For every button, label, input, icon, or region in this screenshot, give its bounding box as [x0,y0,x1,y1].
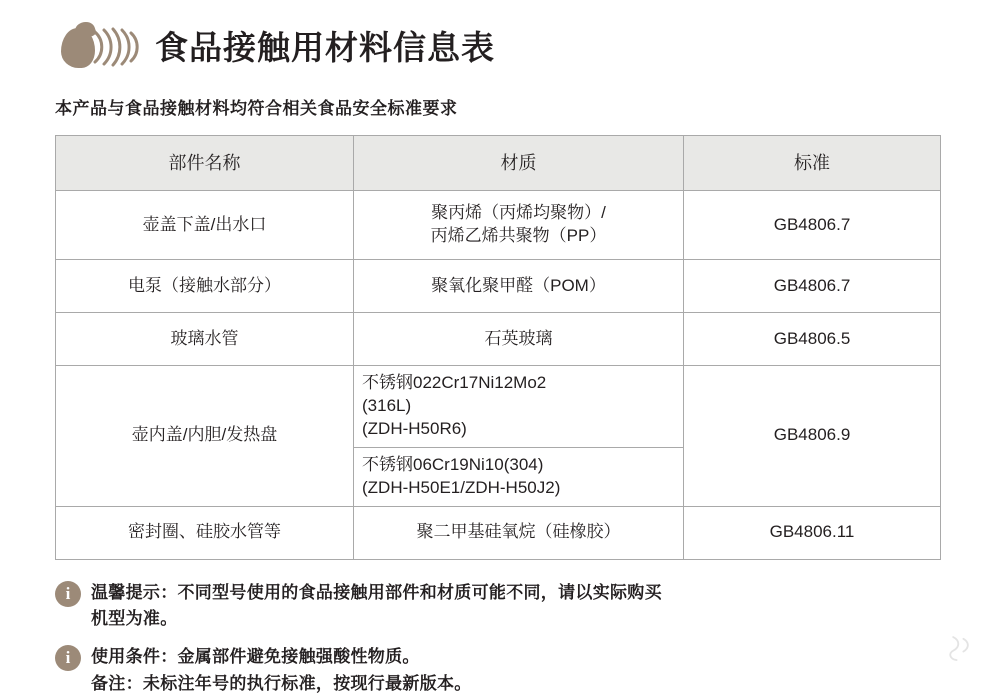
column-header-material: 材质 [354,136,684,191]
note-text [91,580,662,633]
cell-standard: GB4806.7 [684,260,941,313]
material-line-2: (ZDH-H50E1/ZDH-H50J2) [362,477,561,497]
cell-material-a [354,366,684,448]
note-line-1: 温馨提示：不同型号使用的食品接触用部件和材质可能不同，请以实际购买 [91,582,662,602]
cell-material [354,191,684,260]
cell-part: 玻璃水管 [56,313,354,366]
cell-part: 壶盖下盖/出水口 [56,191,354,260]
cell-part: 密封圈、硅胶水管等 [56,506,354,559]
table-row [56,366,941,448]
column-header-standard: 标准 [684,136,941,191]
info-icon: i [55,645,81,671]
materials-table [55,135,941,560]
material-line-2: (316L) [362,395,412,415]
note-line-2: 备注：未标注年号的执行标准，按现行最新版本。 [91,673,472,693]
table-row [56,260,941,313]
materials-table-wrapper [55,135,940,560]
note-line-2: 机型为准。 [91,609,178,629]
material-line-3: (ZDH-H50R6) [362,418,467,438]
column-header-part: 部件名称 [56,136,354,191]
material-line-1: 聚丙烯（丙烯均聚物）/ [431,203,606,223]
cell-standard: GB4806.9 [684,366,941,507]
cell-standard: GB4806.7 [684,191,941,260]
page-title: 食品接触用材料信息表 [155,28,495,66]
table-row [56,506,941,559]
note-item [55,580,940,633]
document-header [55,0,940,78]
table-row [56,191,941,260]
cell-material: 聚二甲基硅氧烷（硅橡胶） [354,506,684,559]
note-item [55,644,940,697]
cell-material: 石英玻璃 [354,313,684,366]
table-header-row [56,136,941,191]
cell-material-b [354,447,684,506]
cell-standard: GB4806.5 [684,313,941,366]
cell-material: 聚氧化聚甲醛（POM） [354,260,684,313]
notes-section [55,580,940,697]
note-text [91,644,472,697]
material-line-2: 丙烯乙烯共聚物（PP） [430,226,607,245]
material-line-1: 不锈钢06Cr19Ni10(304) [362,454,544,474]
cell-standard: GB4806.11 [684,506,941,559]
table-row [56,313,941,366]
subtitle: 本产品与食品接触材料均符合相关食品安全标准要求 [55,99,458,118]
info-icon: i [55,581,81,607]
cell-part: 电泵（接触水部分） [56,260,354,313]
watermark-icon [943,632,977,666]
cell-part: 壶内盖/内胆/发热盘 [56,366,354,507]
note-line-1: 使用条件：金属部件避免接触强酸性物质。 [91,647,420,667]
bear-sound-wave-logo-icon [55,22,147,72]
material-line-1: 不锈钢022Cr17Ni12Mo2 [362,373,547,392]
